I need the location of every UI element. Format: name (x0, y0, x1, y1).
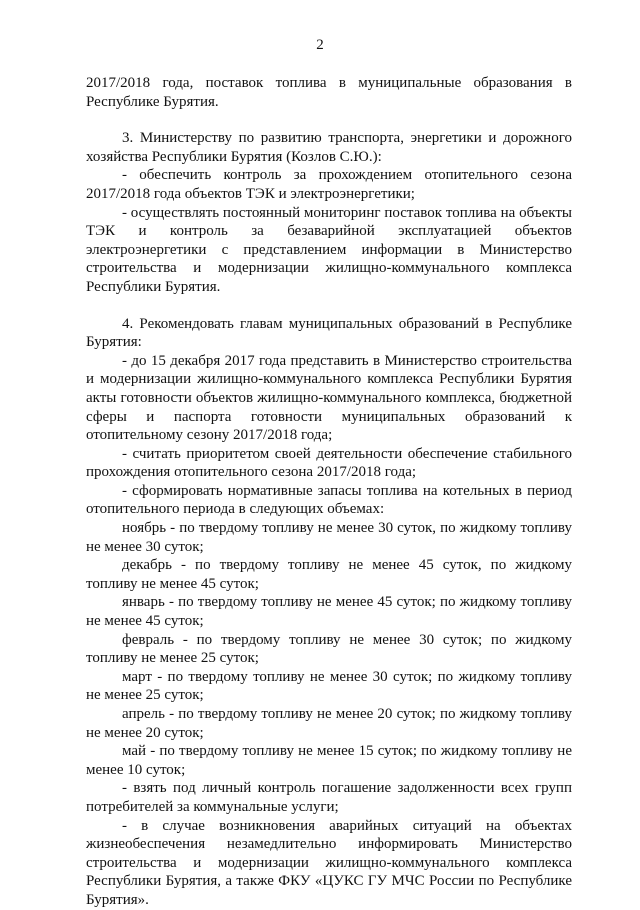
fuel-norm-may: май - по твердому топливу не менее 15 суток; по жидкому топливу не менее 10 суток; (86, 743, 572, 778)
paragraph-item-4-point-2: - считать приоритетом своей деятельности обеспечение стабильного прохождения отопительного сезона 2017/2018 года; (86, 445, 572, 481)
fuel-norm-april: апрель - по твердому топливу не менее 20 суток; по жидкому топливу не менее 20 суток; (86, 706, 572, 741)
fuel-norm-march: март - по твердому топливу не менее 30 суток; по жидкому топливу не менее 25 суток; (86, 668, 572, 704)
document-body (86, 74, 572, 910)
paragraph-item-3-point-1: - обеспечить контроль за прохождением отопительного сезона 2017/2018 года объектов ТЭК и электроэнергетики; (86, 167, 572, 202)
paragraph-item-4-point-1: - до 15 декабря 2017 года представить в Министерство строительства и модернизации жилищно-коммунального комплекса Республики Бурятия акты готовности объектов жилищно-коммунального комплекса, бюджетной сферы и паспорта готовности муниципальных образований к отопительному сезону 2017/2018 года; (86, 352, 572, 444)
fuel-norm-december: декабрь - по твердому топливу не менее 45 суток, по жидкому топливу не менее 45 суток; (86, 557, 572, 592)
fuel-norm-november: ноябрь - по твердому топливу не менее 30 суток, по жидкому топливу не менее 30 суток; (86, 520, 572, 555)
fuel-norm-february: февраль - по твердому топливу не менее 30 суток; по жидкому топливу не менее 25 суток; (86, 631, 572, 667)
paragraph-item-3: 3. Министерству по развитию транспорта, энергетики и дорожного хозяйства Республики Бурятия (Козлов С.Ю.): (86, 130, 572, 165)
paragraph-item-4-point-3: - сформировать нормативные запасы топлива на котельных в период отопительного периода в следующих объемах: (86, 482, 572, 518)
paragraph-item-4-point-5: - в случае возникновения аварийных ситуаций на объектах жизнеобеспечения незамедлительно информировать Министерство строительства и модернизации жилищно-коммунального комплекса Республики Бурятия, а также ФКУ «ЦУКС ГУ МЧС России по Республике Бурятия». (86, 817, 572, 908)
paragraph-item-4-point-4: - взять под личный контроль погашение задолженности всех групп потребителей за коммунальные услуги; (86, 780, 572, 815)
fuel-norm-january: январь - по твердому топливу не менее 45 суток; по жидкому топливу не менее 45 суток; (86, 594, 572, 630)
paragraph-item-3-point-2: - осуществлять постоянный мониторинг поставок топлива на объекты ТЭК и контроль за безаварийной эксплуатацией объектов электроэнергетики с представлением информации в Министерство строительства и модернизации жилищно-коммунального комплекса Республики Бурятия. (86, 204, 572, 295)
paragraph-continuation: 2017/2018 года, поставок топлива в муниципальные образования в Республике Бурятия. (86, 75, 572, 110)
paragraph-item-4: 4. Рекомендовать главам муниципальных образований в Республике Бурятия: (86, 315, 572, 351)
page-number: 2 (316, 37, 324, 53)
